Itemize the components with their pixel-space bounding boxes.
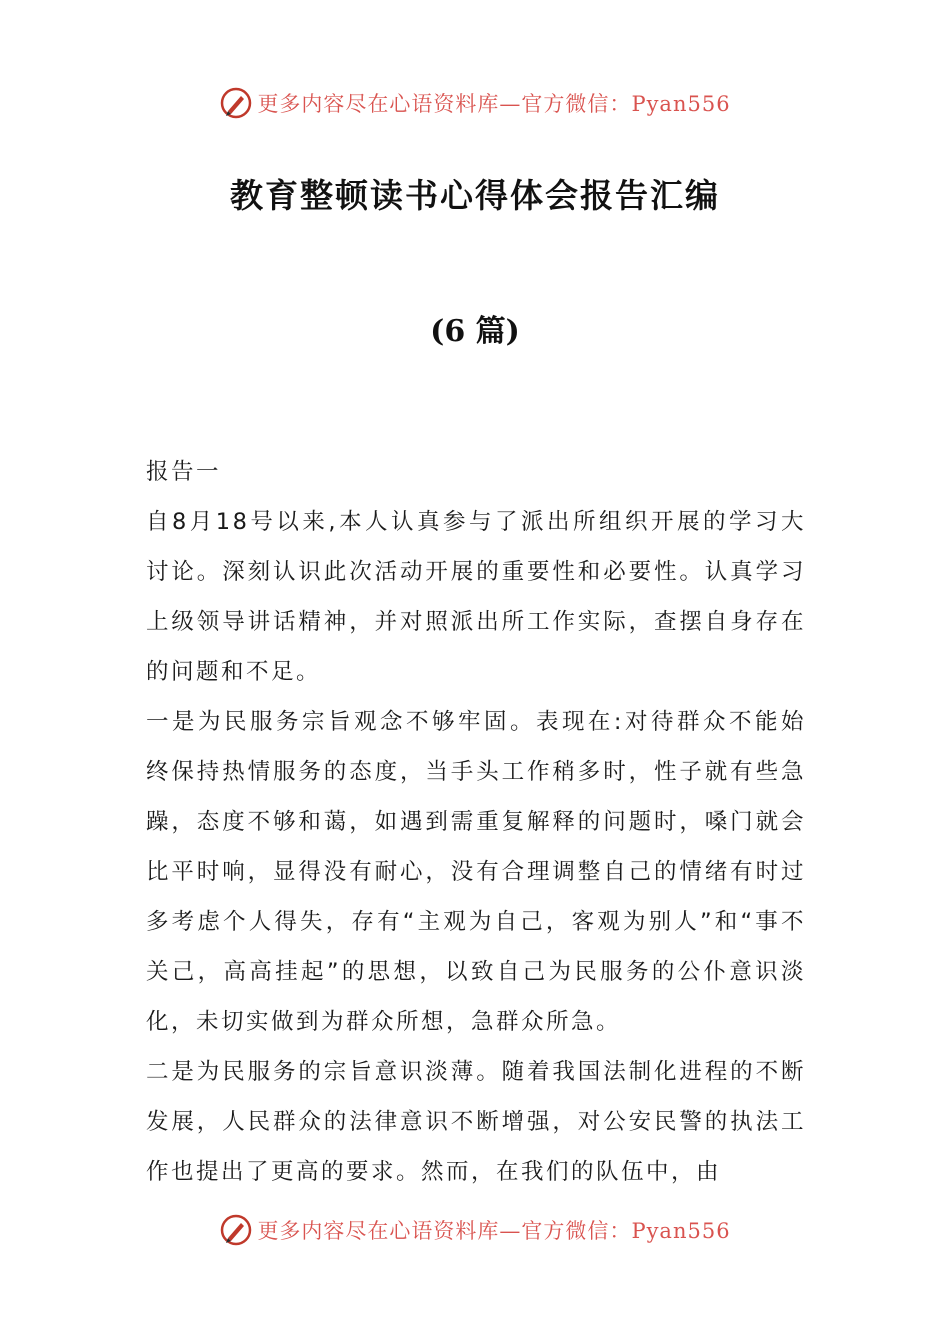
footer-watermark (0, 1210, 950, 1250)
paragraph-2: 一是为民服务宗旨观念不够牢固。表现在:对待群众不能始终保持热情服务的态度，当手头工作稍多时，性子就有些急躁，态度不够和蔼，如遇到需重复解释的问题时，嗓门就会比平时响，显得没有耐心，没有合理调整自己的情绪有时过多考虑个人得失，存有“主观为自己，客观为别人”和“事不关己，高高挂起”的思想，以致自己为民服务的公仆意识淡化，未切实做到为群众所想，急群众所急。 (146, 709, 806, 1035)
header-watermark (0, 83, 950, 123)
watermark-wechat-id: Pyan556 (631, 1219, 731, 1243)
section-heading: 报告一 (146, 459, 222, 485)
watermark-wechat-id: Pyan556 (631, 92, 731, 116)
document-body (146, 447, 806, 1197)
document-title: 教育整顿读书心得体会报告汇编 (230, 176, 720, 215)
watermark-text: 更多内容尽在心语资料库—官方微信： (257, 92, 632, 116)
paragraph-1: 自8月18号以来,本人认真参与了派出所组织开展的学习大讨论。深刻认识此次活动开展的重要性和必要性。认真学习上级领导讲话精神，并对照派出所工作实际，查摆自身存在的问题和不足。 (146, 509, 806, 685)
document-subtitle: (6 篇) (430, 314, 520, 349)
paragraph-3: 二是为民服务的宗旨意识淡薄。随着我国法制化进程的不断发展，人民群众的法律意识不断增强，对公安民警的执法工作也提出了更高的要求。然而，在我们的队伍中，由 (146, 1059, 806, 1185)
watermark-text: 更多内容尽在心语资料库—官方微信： (257, 1219, 632, 1243)
pen-logo-icon (219, 1213, 253, 1247)
pen-logo-icon (219, 86, 253, 120)
